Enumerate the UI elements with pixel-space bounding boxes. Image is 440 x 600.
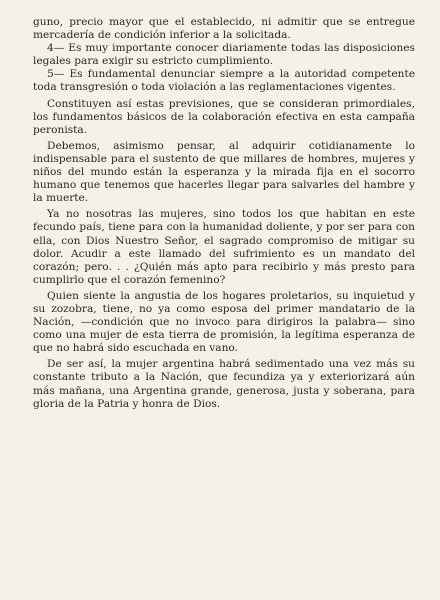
paragraph-debemos: Debemos, asimismo pensar, al adquirir cotidianamente lo indispensable para el sustento de que millares de hombres, mujeres y niños del mundo están la esperanza y la mirada fija en el socorro humano que tenemos que hacerles llegar para salvarles del hambre y la muerte. <box>33 139 415 205</box>
paragraph-de-ser-asi: De ser así, la mujer argentina habrá sedimentado una vez más su constante tributo a la Nación, que fecundiza ya y exteriorizará aún más mañana, una Argentina grande, generosa, justa y soberana, para gloria de la Patria y honra de Dios. <box>33 358 415 410</box>
paragraph-previsiones: Constituyen así estas previsiones, que se consideran primordiales, los fundamentos básicos de la colaboración efectiva en esta campaña peronista. <box>33 97 415 136</box>
paragraph-item-5: 5— Es fundamental denunciar siempre a la autoridad competente toda transgresión o toda violación a las reglamentaciones vigentes. <box>33 68 415 94</box>
paragraph-quien-siente: Quien siente la angustia de los hogares proletarios, su inquietud y su zozobra, tiene, no ya como esposa del primer mandatario de la Nación, —condición que no invoco para dirigiros la palabra— sino como una mujer de esta tierra de promisión, la legítima esperanza de que no habrá sido escuchada en vano. <box>33 289 415 355</box>
book-page <box>33 16 415 411</box>
paragraph-item-4: 4— Es muy importante conocer diariamente todas las disposiciones legales para exigir su estricto cumplimiento. <box>33 42 415 68</box>
paragraph-ya-no-nosotras: Ya no nosotras las mujeres, sino todos los que habitan en este fecundo país, tiene para con la humanidad doliente, y por ser para con ella, con Dios Nuestro Señor, el sagrado compromiso de mitigar su dolor. Acudir a este llamado del sufrimiento es un mandato del corazón; pero. . . ¿Quién más apto para recibirlo y más presto para cumplirlo que el corazón femenino? <box>33 208 415 286</box>
paragraph-continuation: guno, precio mayor que el establecido, ni admitir que se entregue mercadería de condición inferior a la solicitada. <box>33 16 415 42</box>
